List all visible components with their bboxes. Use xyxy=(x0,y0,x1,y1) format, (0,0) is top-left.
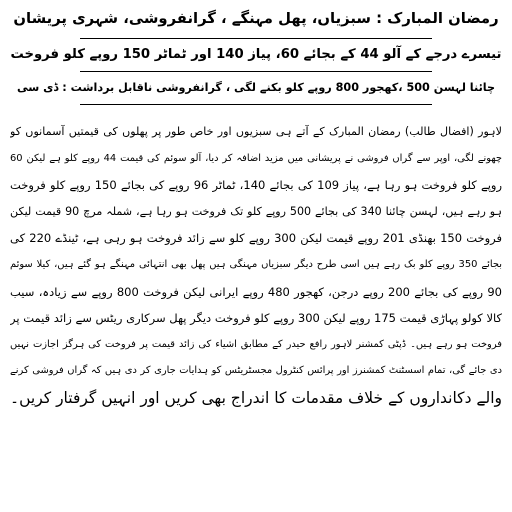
top-divider xyxy=(80,38,432,39)
body-line: فروخت 150 بھنڈی 201 روپے قیمت لیکن 300 روپے کلو سے زائد فروخت ہو رہی ہے، ٹینڈے 220 کی xyxy=(10,231,502,246)
sub-headline-dc-statement: چائنا لہسن 500 ،کھجور 800 روپے کلو بکنے لگی ، گرانفروشی ناقابل برداشت : ڈی سی xyxy=(16,81,496,94)
middle-divider xyxy=(80,71,432,72)
body-line: دی جائے گی، تمام اسسٹنٹ کمشنرز اور پرائس کنٹرول مجسٹریٹس کو ہدایات جاری کر دی ہیں کہ گراں فروشی کرنے xyxy=(10,365,502,377)
main-headline: رمضان المبارک : سبزیاں، پھل مہنگے ، گرانفروشی، شہری پریشان xyxy=(13,10,499,27)
body-line: ہو رہے ہیں، لہسن چائنا 340 کی بجائے 500 روپے کلو تک فروخت ہو رہا ہے، شملہ مرچ 90 قیمت لیکن xyxy=(10,204,502,218)
sub-headline-prices: تیسرے درجے کے آلو 44 کے بجائے 60، پیاز 140 اور ٹماٹر 150 روپے کلو فروخت xyxy=(10,47,502,62)
body-line: فروخت ہو رہے ہیں۔ ڈپٹی کمشنر لاہور رافع حیدر کے مطابق اشیاء کی زائد قیمت پر فروخت کی ہرگز اجازت نہیں xyxy=(10,338,502,350)
body-line: والے دکانداروں کے خلاف مقدمات کا اندراج بھی کریں اور انہیں گرفتار کریں۔ xyxy=(10,388,502,407)
body-line: روپے کلو فروخت ہو رہا ہے، پیاز 109 کی بجائے 140، ٹماٹر 96 روپے کی بجائے 150 روپے کلو فروخت xyxy=(10,178,502,193)
bottom-divider xyxy=(80,104,432,105)
body-line: 90 روپے کی بجائے 200 روپے درجن، کھجور 480 روپے ایرانی لیکن فروخت 800 روپے سے زیادہ، سیب xyxy=(10,284,502,299)
sub-headlines xyxy=(10,38,502,105)
body-line: بجائے 350 روپے کلو بک رہے ہیں اسی طرح دیگر سبزیاں مہنگی ہیں پھل بھی انتہائی مہنگے ہو گئے ہیں، کیلا سوئم xyxy=(10,258,502,270)
article-body xyxy=(10,119,502,412)
body-line: لاہور (افضال طالب) رمضان المبارک کے آتے ہی سبزیوں اور خاص طور پر پھلوں کی قیمتیں آسمانوں کو xyxy=(10,125,502,138)
body-line: کالا کولو پہاڑی قیمت 175 روپے لیکن 300 روپے کلو فروخت دیگر پھل سرکاری ریٹس سے زائد قیمت پر xyxy=(10,311,502,326)
body-line: چھونے لگی، اوپر سے گراں فروشی نے پریشانی میں مزید اضافہ کر دیا، آلو سوئم کی قیمت 44 روپے کلو ہے لیکن 60 xyxy=(10,152,502,164)
